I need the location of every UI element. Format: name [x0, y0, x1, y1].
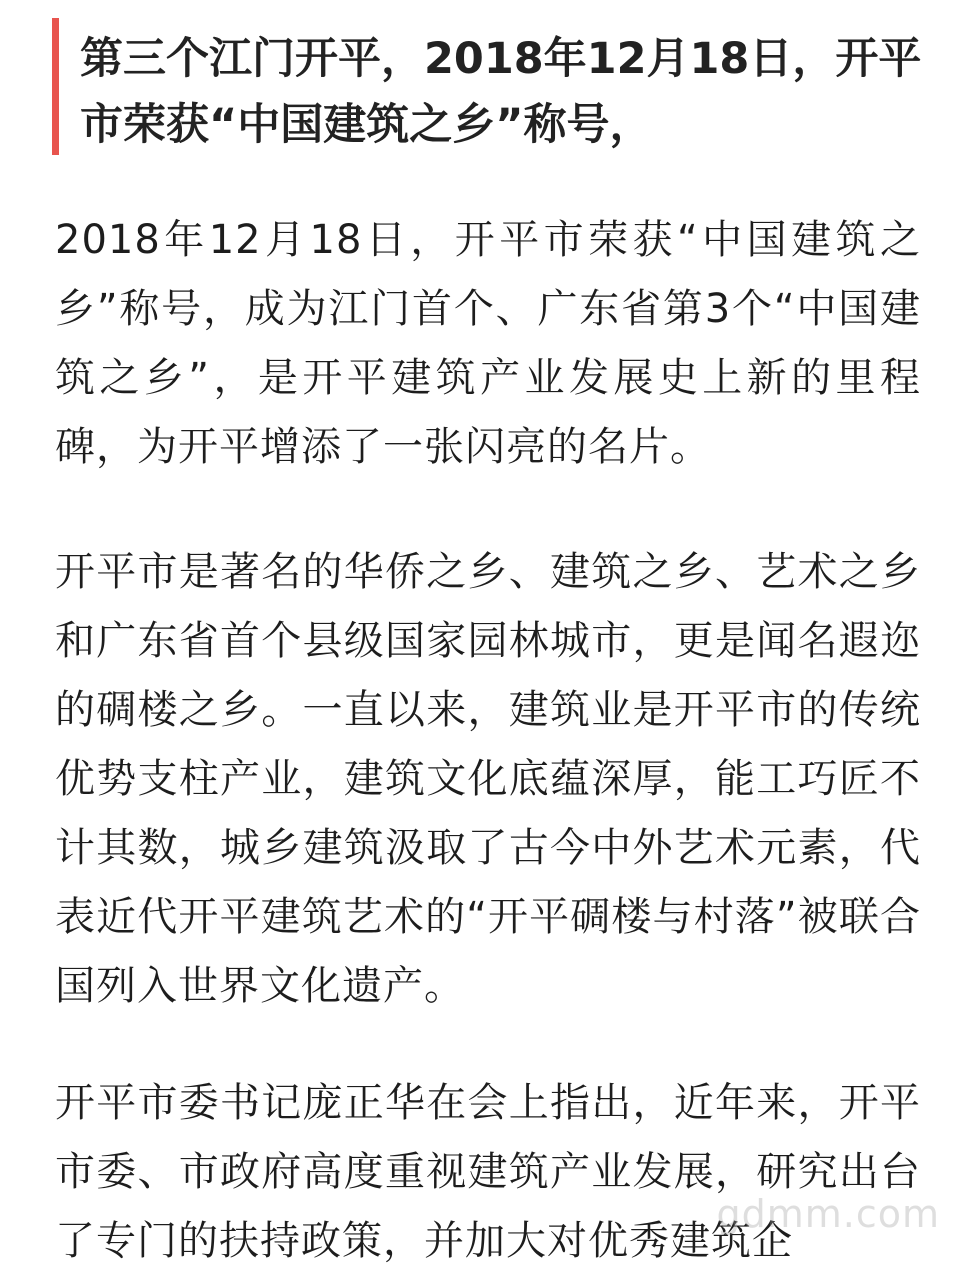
paragraph-3: 开平市委书记庞正华在会上指出，近年来，开平市委、市政府高度重视建筑产业发展，研究出台了专门的扶持政策，并加大对优秀建筑企 — [55, 1080, 921, 1264]
paragraph-1: 2018年12月18日，开平市荣获“中国建筑之乡”称号，成为江门首个、广东省第3个“中国建筑之乡”，是开平建筑产业发展史上新的里程碑，为开平增添了一张闪亮的名片。 — [55, 217, 921, 470]
paragraph-2: 开平市是著名的华侨之乡、建筑之乡、艺术之乡和广东省首个县级国家园林城市，更是闻名遐迩的碉楼之乡。一直以来，建筑业是开平市的传统优势支柱产业，建筑文化底蕴深厚，能工巧匠不计其数，城乡建筑汲取了古今中外艺术元素，代表近代开平建筑艺术的“开平碉楼与村落”被联合国列入世界文化遗产。 — [55, 549, 921, 1009]
section-heading — [52, 18, 922, 155]
watermark: gdmm.com — [716, 1192, 940, 1236]
section-heading-text: 第三个江门开平，2018年12月18日，开平市荣获“中国建筑之乡”称号， — [80, 34, 922, 150]
heading-accent-bar — [52, 18, 59, 155]
